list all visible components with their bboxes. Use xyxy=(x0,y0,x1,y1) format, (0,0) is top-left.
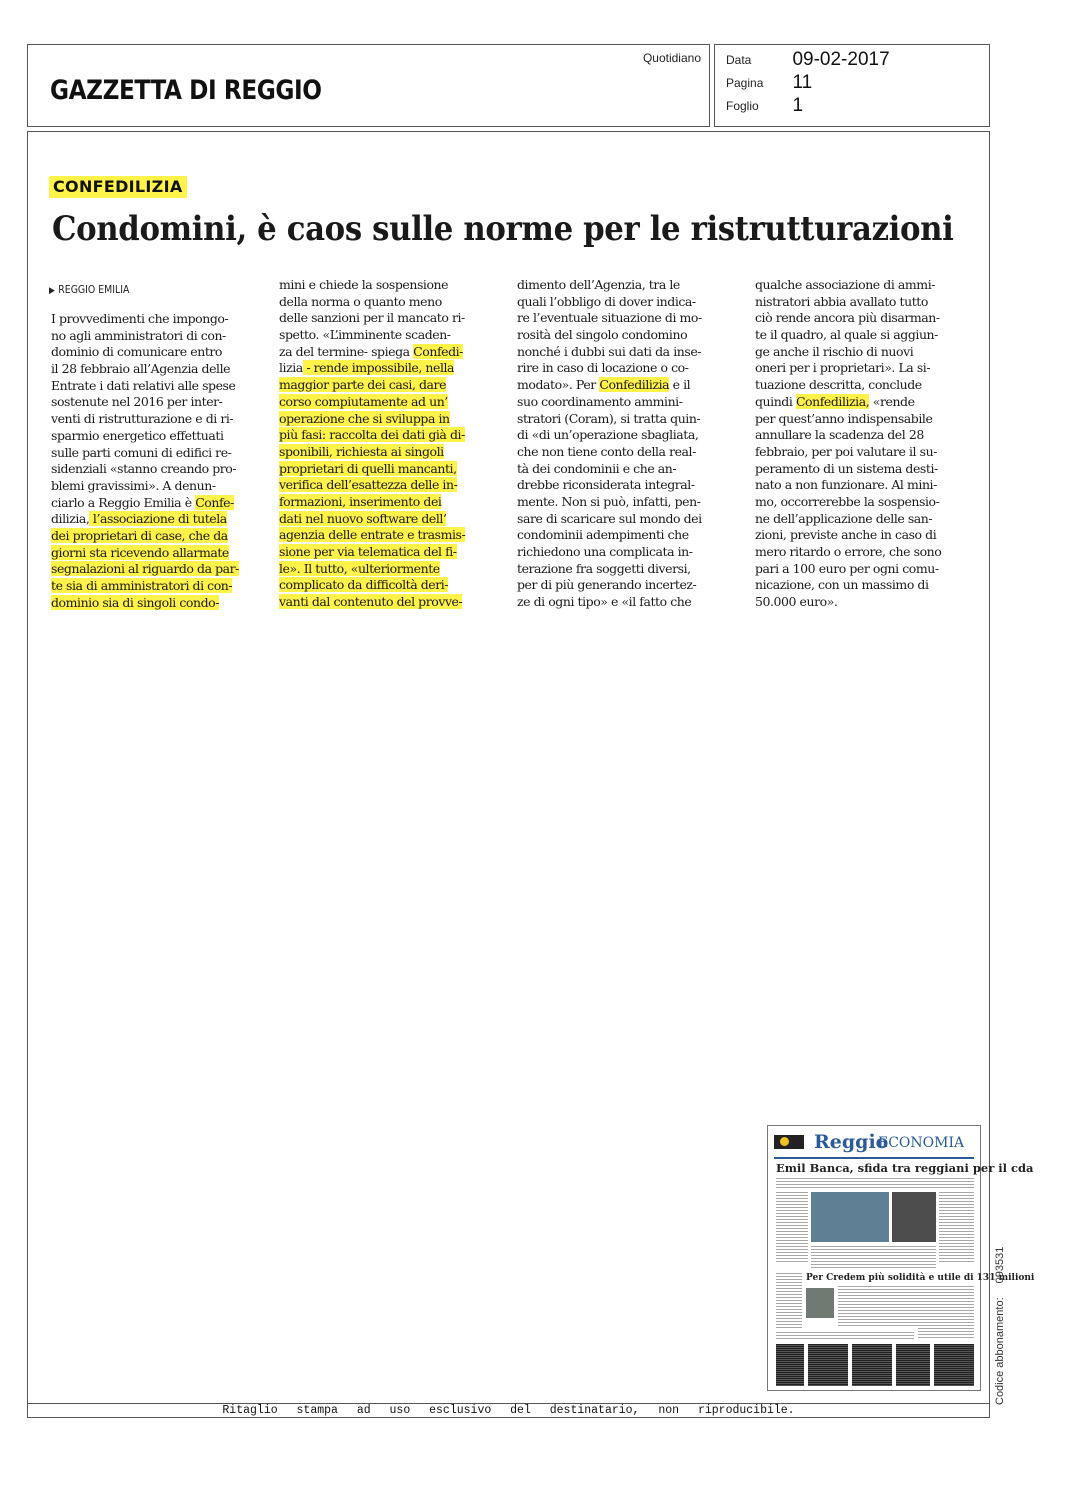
article-text-line xyxy=(755,294,973,311)
article-text-line xyxy=(755,477,973,494)
subscription-code-label: Codice abbonamento: xyxy=(994,1297,1006,1405)
article-text-line xyxy=(279,444,497,461)
article-text-line xyxy=(279,411,497,428)
article-text-line xyxy=(51,394,269,411)
article-text-line xyxy=(755,344,973,361)
article-text-line xyxy=(51,595,269,612)
article-text-line xyxy=(279,360,497,377)
text-run: terazione fra soggetti diversi, xyxy=(517,560,691,576)
text-run: sparmio energetico effettuati xyxy=(51,427,224,443)
article-text-line xyxy=(51,528,269,545)
highlighted-keyword: più fasi: raccolta dei dati già di- xyxy=(279,427,465,443)
text-run: per quest’anno indispensabile xyxy=(755,410,933,426)
meta-value: 11 xyxy=(792,72,813,93)
article-column-3 xyxy=(517,277,735,611)
highlighted-keyword: dei proprietari di case, che da xyxy=(51,527,228,543)
article-text-line xyxy=(279,427,497,444)
text-run: lizia xyxy=(279,360,303,376)
thumbnail-text-block xyxy=(811,1246,936,1268)
article-text-line xyxy=(51,578,269,595)
article-text-line xyxy=(279,461,497,478)
dateline-text: REGGIO EMILIA xyxy=(58,283,130,296)
newspaper-masthead: GAZZETTA DI REGGIO xyxy=(50,75,322,106)
text-run: sidenziali «stanno creando pro- xyxy=(51,461,237,477)
thumbnail-section-title: Reggio xyxy=(814,1131,889,1153)
meta-label: Data xyxy=(726,53,752,67)
article-text-line xyxy=(517,544,735,561)
article-text-line xyxy=(279,477,497,494)
text-run: annullare la scadenza del 28 xyxy=(755,427,924,443)
text-run: «rende xyxy=(869,393,915,409)
highlighted-keyword: sione per via telematica del fi- xyxy=(279,544,457,559)
text-run: mo, occorrerebbe la sospensio- xyxy=(755,493,940,509)
article-text-line xyxy=(517,444,735,461)
thumbnail-dark-block xyxy=(852,1344,892,1386)
article-text-line xyxy=(517,577,735,594)
meta-value: 09-02-2017 xyxy=(792,49,890,70)
text-run: ge anche il rischio di nuovi xyxy=(755,343,914,359)
text-run: tuazione descritta, conclude xyxy=(755,377,922,393)
thumbnail-headline-1: Emil Banca, sfida tra reggiani per il cda xyxy=(776,1161,1034,1175)
text-run: mente. Non si può, infatti, pen- xyxy=(517,493,701,509)
dateline-triangle-icon: ▶ xyxy=(49,286,55,296)
text-run: quali l’obbligo di dover indica- xyxy=(517,293,696,309)
article-text-line xyxy=(755,327,973,344)
text-run: e il xyxy=(669,377,691,393)
article-text-line xyxy=(755,594,973,611)
article-text-line xyxy=(51,328,269,345)
thumbnail-headline-2: Per Credem più solidità e utile di 131 milioni xyxy=(806,1273,1035,1283)
article-text-line xyxy=(517,461,735,478)
text-run: I provvedimenti che impongo- xyxy=(51,311,229,326)
article-text-line xyxy=(517,294,735,311)
text-run: 50.000 euro». xyxy=(755,594,838,610)
article-text-line xyxy=(517,310,735,327)
text-run: no agli amministratori di con- xyxy=(51,327,226,343)
article-text-line xyxy=(755,511,973,528)
article-text-line xyxy=(517,477,735,494)
highlighted-keyword: dominio sia di singoli condo- xyxy=(51,594,219,610)
thumbnail-text-block xyxy=(918,1328,974,1340)
text-run: Entrate i dati relativi alle spese xyxy=(51,377,236,393)
header-masthead-box xyxy=(27,44,710,127)
article-text-line xyxy=(755,277,973,294)
article-text-line xyxy=(279,394,497,411)
highlighted-keyword: verifica dell’esattezza delle in- xyxy=(279,477,458,493)
article-text-line xyxy=(755,394,973,411)
article-text-line xyxy=(517,377,735,394)
thumbnail-logo-icon xyxy=(774,1135,804,1149)
article-text-line xyxy=(51,511,269,528)
text-run: dilizia, xyxy=(51,511,90,527)
highlighted-keyword: Confe- xyxy=(195,494,234,510)
article-text-line xyxy=(51,545,269,562)
text-run: blemi gravissimi». A denun- xyxy=(51,477,216,493)
text-run: te il quadro, al quale si aggiun- xyxy=(755,327,938,343)
text-run: stratori (Coram), si tratta quin- xyxy=(517,410,701,426)
article-text-line xyxy=(51,461,269,478)
thumbnail-text-block xyxy=(776,1192,808,1262)
article-text-line xyxy=(279,527,497,544)
article-text-line xyxy=(517,527,735,544)
highlighted-keyword: Confedi- xyxy=(413,343,463,359)
article-text-line xyxy=(51,411,269,428)
article-text-line xyxy=(51,561,269,578)
highlighted-keyword: vanti dal contenuto del provve- xyxy=(279,594,463,610)
article-text-line xyxy=(279,344,497,361)
article-text-line xyxy=(755,561,973,578)
highlighted-keyword: sponibili, richiesta ai singoli xyxy=(279,443,444,459)
thumbnail-rule xyxy=(774,1157,974,1159)
article-text-line xyxy=(517,394,735,411)
highlighted-keyword: dati nel nuovo software dell’ xyxy=(279,510,447,526)
text-run: ze di ogni tipo» e «il fatto che xyxy=(517,594,692,610)
text-run: tà dei condominii e che an- xyxy=(517,460,677,476)
highlighted-keyword: proprietari di quelli mancanti, xyxy=(279,460,457,476)
article-text-line xyxy=(279,511,497,528)
subscription-code-number: 093531 xyxy=(994,1246,1006,1284)
text-run: zioni, previste anche in caso di xyxy=(755,527,937,543)
thumbnail-section-subtitle: ECONOMIA xyxy=(878,1135,965,1151)
text-run: modato». Per xyxy=(517,377,600,393)
article-text-line xyxy=(279,577,497,594)
article-text-line xyxy=(517,277,735,294)
article-column-1 xyxy=(51,311,269,611)
article-text-line xyxy=(755,544,973,561)
article-text-line xyxy=(755,310,973,327)
article-text-line xyxy=(517,561,735,578)
highlighted-keyword: complicato da difficoltà deri- xyxy=(279,577,449,593)
text-run: sare di scaricare sul mondo dei xyxy=(517,510,702,526)
meta-label: Pagina xyxy=(726,76,764,90)
article-text-line xyxy=(51,445,269,462)
text-run: qualche associazione di ammi- xyxy=(755,277,936,292)
article-text-line xyxy=(755,427,973,444)
article-text-line xyxy=(51,361,269,378)
article-column-4 xyxy=(755,277,973,611)
article-text-line xyxy=(279,544,497,561)
text-run: condominii adempimenti che xyxy=(517,527,689,543)
thumbnail-dark-block xyxy=(934,1344,974,1386)
thumbnail-text-block xyxy=(776,1332,914,1340)
thumbnail-photo xyxy=(892,1192,936,1242)
highlighted-keyword: l’associazione di tutela xyxy=(89,511,227,527)
article-text-line xyxy=(51,378,269,395)
article-column-2 xyxy=(279,277,497,611)
text-run: rosità del singolo condomino xyxy=(517,327,688,343)
subscription-code xyxy=(994,1247,1006,1405)
article-text-line xyxy=(517,327,735,344)
thumbnail-photo xyxy=(811,1192,889,1242)
thumbnail-text-block xyxy=(776,1178,974,1188)
text-run: nato a non funzionare. Al mini- xyxy=(755,477,937,493)
text-run: re l’eventuale situazione di mo- xyxy=(517,310,702,326)
article-text-line xyxy=(279,327,497,344)
text-run: della norma o quanto meno xyxy=(279,293,442,309)
thumbnail-dark-block xyxy=(896,1344,930,1386)
article-text-line xyxy=(517,494,735,511)
article-text-line xyxy=(279,494,497,511)
highlighted-keyword: corso compiutamente ad un’ xyxy=(279,393,448,409)
thumbnail-dark-block xyxy=(808,1344,848,1386)
meta-row-pagina xyxy=(726,72,812,94)
text-run: drebbe riconsiderata integral- xyxy=(517,477,695,493)
text-run: quindi xyxy=(755,393,796,409)
thumbnail-dark-block xyxy=(776,1344,804,1386)
thumbnail-text-block xyxy=(776,1273,802,1328)
article-text-line xyxy=(755,527,973,544)
highlighted-keyword: Confedilizia xyxy=(599,377,670,393)
meta-value: 1 xyxy=(792,95,804,116)
article-text-line xyxy=(755,411,973,428)
text-run: suo coordinamento ammini- xyxy=(517,393,683,409)
text-run: venti di ristrutturazione e di ri- xyxy=(51,411,234,427)
text-run: richiedono una complicata in- xyxy=(517,544,693,559)
text-run: dimento dell’Agenzia, tra le xyxy=(517,277,680,292)
article-text-line xyxy=(279,310,497,327)
text-run: nonché i dubbi sui dati da inse- xyxy=(517,343,702,359)
article-text-line xyxy=(51,478,269,495)
article-text-line xyxy=(517,594,735,611)
text-run: per di più generando incertez- xyxy=(517,577,697,593)
header-meta-box xyxy=(714,44,990,127)
text-run: nicazione, con un massimo di xyxy=(755,577,929,593)
text-run: pari a 100 euro per ogni comu- xyxy=(755,560,939,576)
highlighted-keyword: Confedilizia, xyxy=(795,393,870,409)
highlighted-keyword: formazioni, inserimento dei xyxy=(279,493,442,509)
article-text-line xyxy=(755,360,973,377)
meta-row-foglio xyxy=(726,95,803,117)
text-run: rire in caso di locazione o co- xyxy=(517,360,689,376)
article-text-line xyxy=(517,344,735,361)
article-text-line xyxy=(279,561,497,578)
text-run: mero ritardo o errore, che sono xyxy=(755,544,942,559)
text-run: peramento di un sistema desti- xyxy=(755,460,938,476)
article-text-line xyxy=(51,495,269,512)
article-text-line xyxy=(279,294,497,311)
highlighted-keyword: segnalazioni al riguardo da par- xyxy=(51,561,239,577)
article-text-line xyxy=(755,377,973,394)
text-run: dominio di comunicare entro xyxy=(51,344,222,360)
article-headline: Condomini, è caos sulle norme per le ristrutturazioni xyxy=(52,209,954,249)
text-run: che non tiene conto della real- xyxy=(517,443,696,459)
text-run: sulle parti comuni di edifici re- xyxy=(51,444,232,460)
highlighted-keyword: - rende impossibile, nella xyxy=(302,360,455,376)
highlighted-keyword: maggior parte dei casi, dare xyxy=(279,377,447,393)
text-run: il 28 febbraio all’Agenzia delle xyxy=(51,361,231,377)
thumbnail-text-block xyxy=(838,1286,974,1328)
highlighted-keyword: le». Il tutto, «ulteriormente xyxy=(279,560,440,576)
article-text-line xyxy=(517,411,735,428)
article-text-line xyxy=(279,594,497,611)
meta-label: Foglio xyxy=(726,99,759,113)
article-text-line xyxy=(517,360,735,377)
article-text-line xyxy=(517,427,735,444)
text-run: ciarlo a Reggio Emilia è xyxy=(51,494,196,510)
thumbnail-text-block xyxy=(939,1192,974,1262)
article-text-line xyxy=(755,577,973,594)
text-run: mini e chiede la sospensione xyxy=(279,277,449,292)
highlighted-keyword: te sia di amministratori di con- xyxy=(51,578,233,593)
article-text-line xyxy=(517,511,735,528)
text-run: za del termine- spiega xyxy=(279,343,414,359)
article-dateline xyxy=(49,283,129,296)
text-run: di «di un’operazione sbagliata, xyxy=(517,427,699,443)
text-run: sostenute nel 2016 per inter- xyxy=(51,394,223,410)
text-run: febbraio, per poi valutare il su- xyxy=(755,443,937,459)
meta-row-data xyxy=(726,49,890,71)
publication-type: Quotidiano xyxy=(642,51,701,65)
highlighted-keyword: operazione che si sviluppa in xyxy=(279,410,450,426)
thumbnail-photo xyxy=(806,1288,834,1318)
article-text-line xyxy=(51,344,269,361)
article-text-line xyxy=(51,311,269,328)
highlighted-keyword: agenzia delle entrate e trasmis- xyxy=(279,527,466,543)
article-text-line xyxy=(755,444,973,461)
article-text-line xyxy=(755,494,973,511)
text-run: oneri per i proprietari». La si- xyxy=(755,360,931,376)
article-text-line xyxy=(279,277,497,294)
article-kicker: CONFEDILIZIA xyxy=(49,176,187,198)
text-run: ciò rende ancora più disarman- xyxy=(755,310,940,326)
text-run: nistratori abbia avallato tutto xyxy=(755,293,928,309)
article-text-line xyxy=(51,428,269,445)
text-run: ne dell’applicazione delle san- xyxy=(755,510,933,526)
article-text-line xyxy=(755,461,973,478)
text-run: delle sanzioni per il mancato ri- xyxy=(279,310,465,326)
article-text-line xyxy=(279,377,497,394)
text-run: spetto. «L’imminente scaden- xyxy=(279,327,451,343)
footer-notice: Ritaglio stampa ad uso esclusivo del destinatario, non riproducibile. xyxy=(27,1403,990,1418)
highlighted-keyword: giorni sta ricevendo allarmate xyxy=(51,544,229,560)
